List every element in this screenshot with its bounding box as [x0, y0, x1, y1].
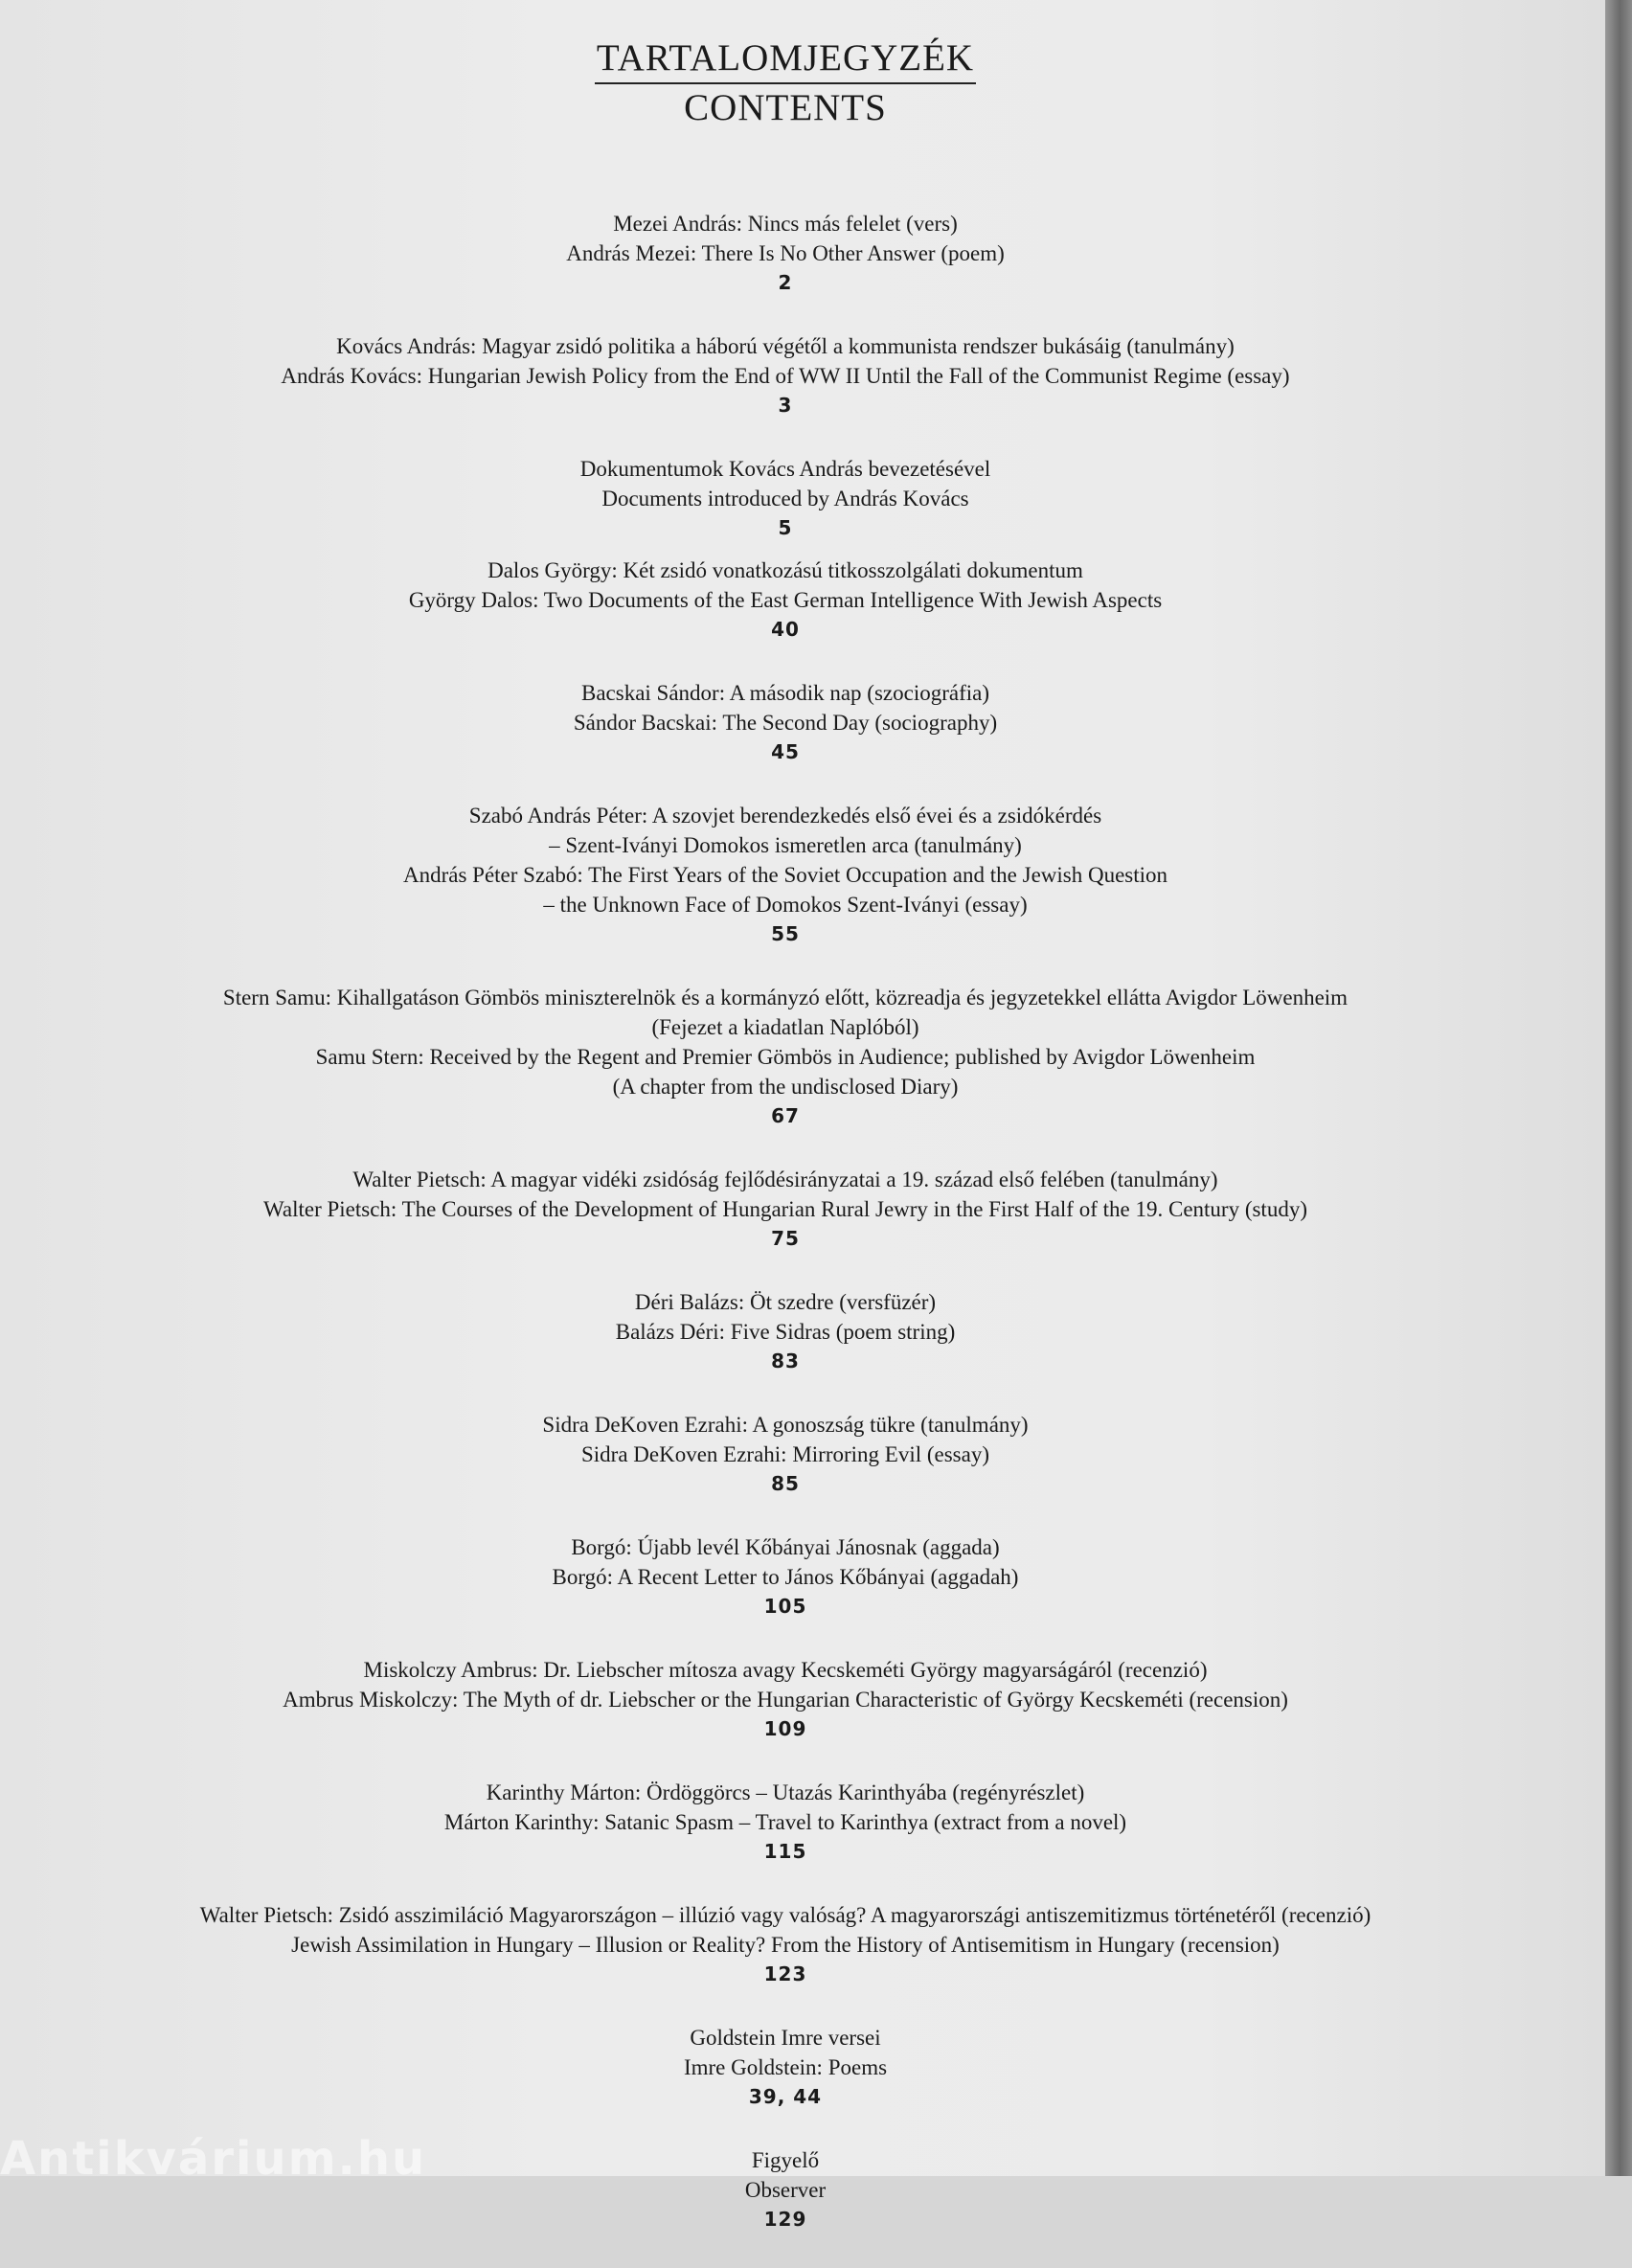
- entry-title-line: Samu Stern: Received by the Regent and Premier Gömbös in Audience; published by Avigdor Löwenheim: [315, 1045, 1256, 1069]
- entry-page-number: 67: [771, 1104, 800, 1127]
- entry-title-line: Documents introduced by András Kovács: [601, 487, 969, 510]
- entry-title-line: (Fejezet a kiadatlan Naplóból): [651, 1015, 919, 1039]
- contents-entry: [0, 454, 1571, 542]
- entry-page-number: 123: [763, 1962, 807, 1985]
- entry-page-number: 129: [763, 2208, 807, 2231]
- entry-title-line: András Mezei: There Is No Other Answer (poem): [566, 241, 1005, 265]
- entry-page-number: 105: [763, 1595, 807, 1618]
- contents-entry: [0, 1287, 1571, 1375]
- entry-title-line: Mezei András: Nincs más felelet (vers): [613, 212, 958, 236]
- entry-title-line: Borgó: Újabb levél Kőbányai Jánosnak (aggada): [571, 1535, 1000, 1559]
- entry-title-line: Déri Balázs: Öt szedre (versfüzér): [634, 1290, 937, 1314]
- entry-page-number: 39, 44: [748, 2085, 823, 2108]
- entry-page-number: 2: [778, 271, 793, 294]
- entry-title-line: András Kovács: Hungarian Jewish Policy from the End of WW II Until the Fall of the Communist Regime (essay): [281, 364, 1290, 388]
- title-english: CONTENTS: [684, 87, 887, 128]
- entry-title-line: Bacskai Sándor: A második nap (szociográfia): [580, 681, 990, 705]
- contents-entry: [0, 1410, 1571, 1498]
- entry-title-line: Walter Pietsch: Zsidó asszimiláció Magyarországon – illúzió vagy valóság? A magyarországi antiszemitizmus történetéről (recenzió): [199, 1903, 1371, 1927]
- entry-title-line: Goldstein Imre versei: [690, 2026, 881, 2050]
- entry-title-line: Ambrus Miskolczy: The Myth of dr. Liebscher or the Hungarian Characteristic of György Kecskeméti (recension): [283, 1688, 1288, 1712]
- entry-title-line: Márton Karinthy: Satanic Spasm – Travel to Karinthya (extract from a novel): [443, 1810, 1127, 1834]
- entry-title-line: Szabó András Péter: A szovjet berendezkedés első évei és a zsidókérdés: [468, 804, 1102, 828]
- entry-title-line: Figyelő: [751, 2148, 820, 2172]
- entry-title-line: András Péter Szabó: The First Years of the Soviet Occupation and the Jewish Question: [402, 863, 1168, 887]
- entry-title-line: Walter Pietsch: The Courses of the Development of Hungarian Rural Jewry in the First Half of the 19. Century (study): [263, 1197, 1307, 1221]
- contents-header: [0, 36, 1571, 130]
- contents-entry: [0, 1532, 1571, 1621]
- entry-title-line: Kovács András: Magyar zsidó politika a háború végétől a kommunista rendszer bukásáig (tanulmány): [336, 334, 1235, 358]
- entry-page-number: 40: [771, 618, 800, 641]
- entry-page-number: 55: [771, 922, 800, 945]
- entry-title-line: Balázs Déri: Five Sidras (poem string): [615, 1320, 956, 1344]
- page-edge-shadow: [1605, 0, 1632, 2176]
- contents-entry: [0, 1900, 1571, 1988]
- entry-title-line: Stern Samu: Kihallgatáson Gömbös miniszterelnök és a kormányzó előtt, közreadja és jegyzetekkel ellátta Avigdor Löwenheim: [222, 986, 1349, 1009]
- entry-title-line: Walter Pietsch: A magyar vidéki zsidóság fejlődésirányzatai a 19. század első felében (tanulmány): [352, 1168, 1218, 1191]
- entry-title-line: Observer: [744, 2178, 827, 2202]
- entry-title-line: Dalos György: Két zsidó vonatkozású titkosszolgálati dokumentum: [487, 558, 1083, 582]
- entry-title-line: Borgó: A Recent Letter to János Kőbányai (aggadah): [552, 1565, 1019, 1589]
- contents-entry: [0, 678, 1571, 766]
- entry-page-number: 83: [771, 1349, 800, 1372]
- entry-title-line: Jewish Assimilation in Hungary – Illusion or Reality? From the History of Antisemitism in Hungary (recension): [291, 1933, 1280, 1957]
- entry-title-line: Sándor Bacskai: The Second Day (sociography): [573, 711, 998, 735]
- contents-entry: [0, 1165, 1571, 1253]
- contents-entry: [0, 331, 1571, 420]
- contents-entry: [0, 983, 1571, 1130]
- contents-list: [0, 209, 1571, 2268]
- entry-page-number: 115: [763, 1840, 807, 1863]
- entry-title-line: Sidra DeKoven Ezrahi: Mirroring Evil (essay): [580, 1442, 990, 1466]
- entry-page-number: 3: [778, 394, 793, 417]
- entry-title-line: Miskolczy Ambrus: Dr. Liebscher mítosza avagy Kecskeméti György magyarságáról (recenzió): [363, 1658, 1208, 1682]
- title-hungarian: TARTALOMJEGYZÉK: [595, 36, 976, 84]
- entry-page-number: 85: [771, 1472, 800, 1495]
- contents-entry: [0, 209, 1571, 297]
- entry-title-line: György Dalos: Two Documents of the East German Intelligence With Jewish Aspects: [408, 588, 1163, 612]
- entry-title-line: (A chapter from the undisclosed Diary): [612, 1075, 959, 1099]
- entry-title-line: Imre Goldstein: Poems: [683, 2055, 888, 2079]
- entry-page-number: 75: [771, 1227, 800, 1250]
- contents-entry: [0, 801, 1571, 948]
- entry-page-number: 109: [763, 1717, 807, 1740]
- entry-title-line: Sidra DeKoven Ezrahi: A gonoszság tükre (tanulmány): [542, 1413, 1029, 1437]
- entry-title-line: – the Unknown Face of Domokos Szent-Iványi (essay): [543, 893, 1028, 917]
- entry-page-number: 5: [778, 516, 793, 539]
- contents-entry: [0, 1778, 1571, 1866]
- watermark: Antikvárium.hu: [0, 2132, 427, 2186]
- contents-entry: [0, 2023, 1571, 2111]
- contents-entry: [0, 1655, 1571, 1743]
- entry-page-number: 45: [771, 740, 800, 763]
- entry-title-line: Karinthy Márton: Ördöggörcs – Utazás Karinthyába (regényrészlet): [486, 1780, 1085, 1804]
- entry-title-line: Dokumentumok Kovács András bevezetésével: [579, 457, 991, 481]
- entry-title-line: – Szent-Iványi Domokos ismeretlen arca (tanulmány): [549, 833, 1022, 857]
- contents-entry: [0, 556, 1571, 644]
